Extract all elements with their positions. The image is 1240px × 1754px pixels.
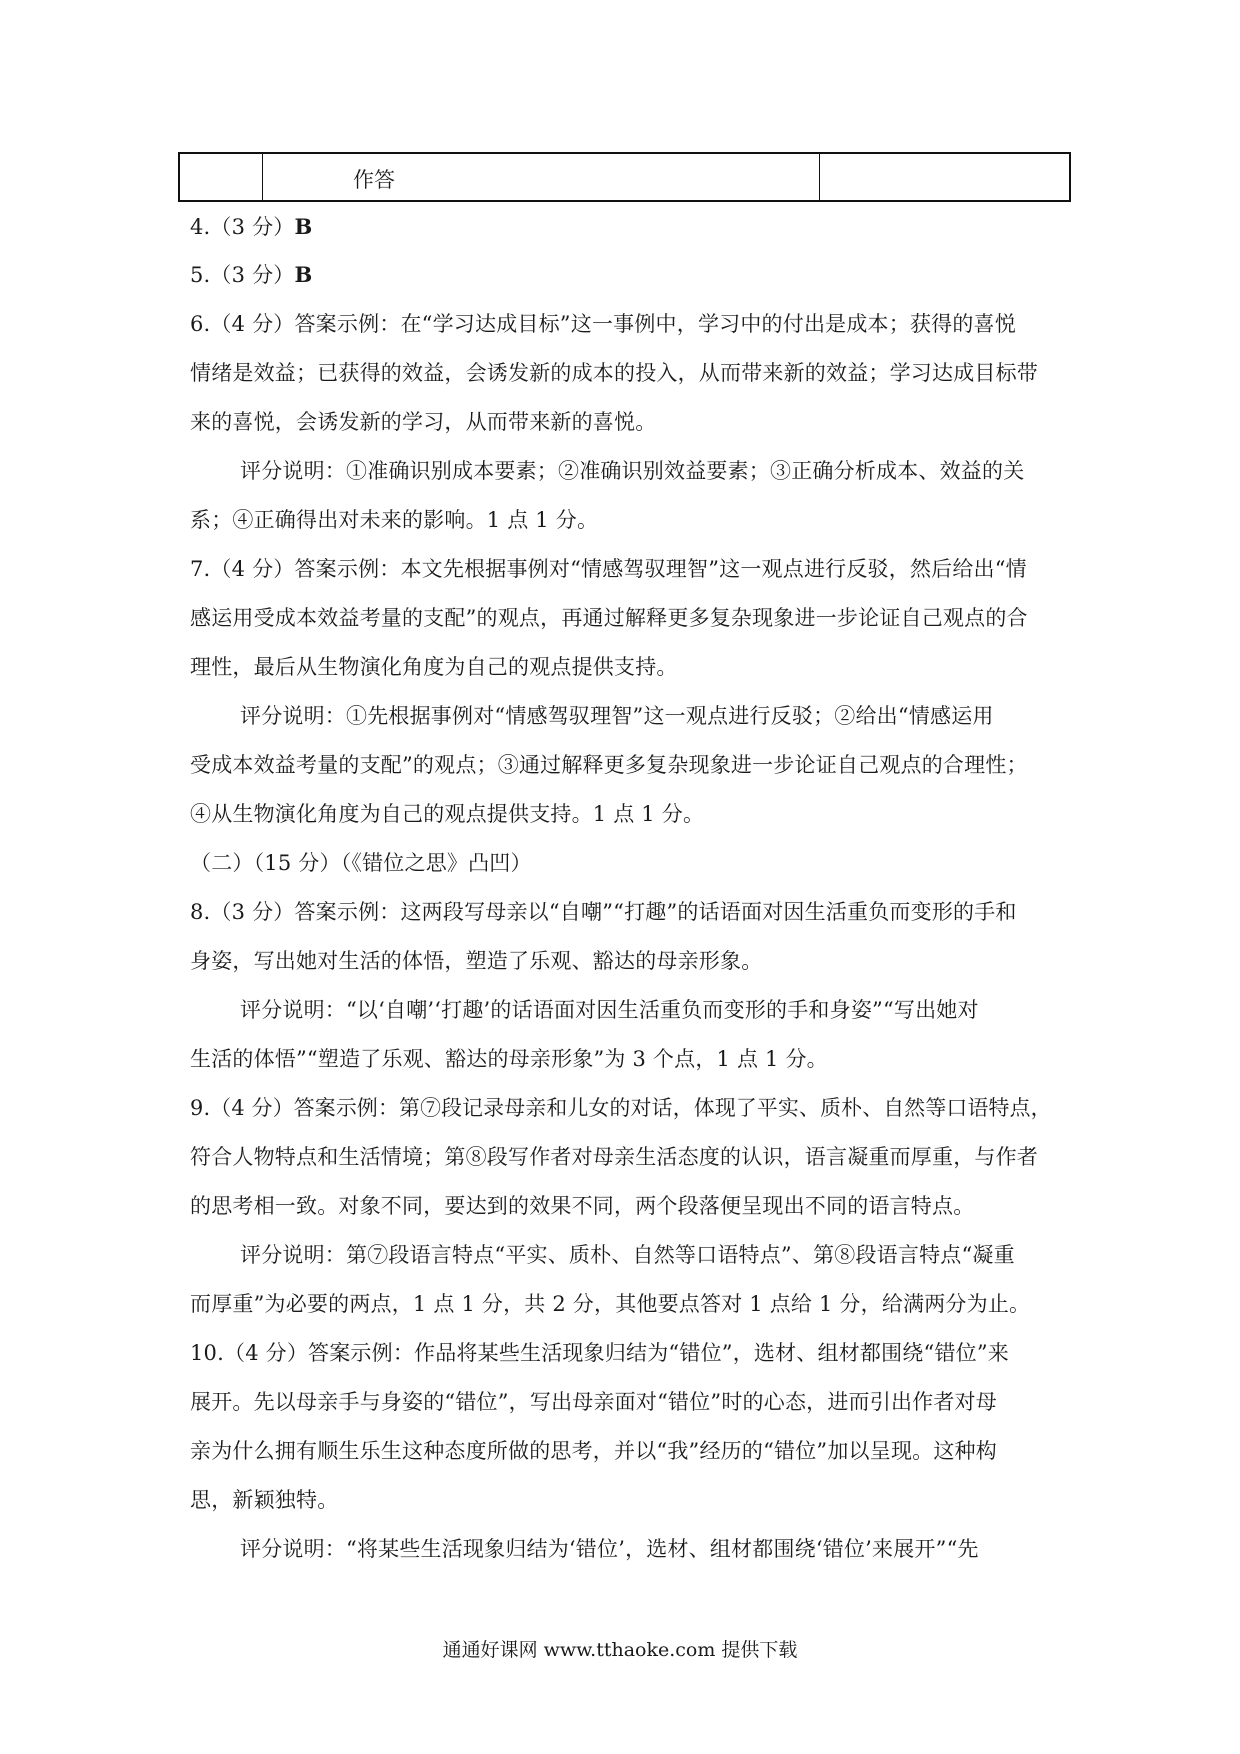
q7-scoring-line: 受成本效益考量的支配”的观点；③通过解释更多复杂现象进一步论证自己观点的合理性； <box>190 753 1028 777</box>
q7-line: 7.（4 分）答案示例：本文先根据事例对“情感驾驭理智”这一观点进行反驳，然后给出“情 <box>190 557 1027 581</box>
q7-line: 感运用受成本效益考量的支配”的观点，再通过解释更多复杂现象进一步论证自己观点的合 <box>190 606 1028 630</box>
table-cell-score <box>820 154 1069 200</box>
q10-line: 亲为什么拥有顺生乐生这种态度所做的思考，并以“我”经历的“错位”加以呈现。这种构 <box>190 1439 997 1463</box>
q4-choice: B <box>294 214 313 239</box>
q7-scoring-line: 评分说明：①先根据事例对“情感驾驭理智”这一观点进行反驳；②给出“情感运用 <box>240 704 994 728</box>
q5-answer <box>190 262 312 288</box>
q6-line: 6.（4 分）答案示例：在“学习达成目标”这一事例中，学习中的付出是成本；获得的喜悦 <box>190 312 1016 336</box>
q10-line: 展开。先以母亲手与身姿的“错位”，写出母亲面对“错位”时的心态，进而引出作者对母 <box>190 1390 997 1414</box>
q10-line: 思，新颖独特。 <box>190 1488 339 1512</box>
q10-scoring-line: 评分说明：“将某些生活现象归结为‘错位’，选材、组材都围绕‘错位’来展开”“先 <box>240 1537 979 1561</box>
q5-prefix: 5.（3 分） <box>190 263 295 287</box>
section-heading: （二）（15 分）（《错位之思》凸凹） <box>190 851 532 875</box>
q6-scoring-line: 系；④正确得出对未来的影响。1 点 1 分。 <box>190 508 599 532</box>
q9-line: 的思考相一致。对象不同，要达到的效果不同，两个段落便呈现出不同的语言特点。 <box>190 1194 975 1218</box>
q8-scoring-line: 生活的体悟”“塑造了乐观、豁达的母亲形象”为 3 个点，1 点 1 分。 <box>190 1047 828 1071</box>
answer-table-row <box>178 152 1071 202</box>
q8-line: 身姿，写出她对生活的体悟，塑造了乐观、豁达的母亲形象。 <box>190 949 763 973</box>
q7-line: 理性，最后从生物演化角度为自己的观点提供支持。 <box>190 655 678 679</box>
q6-line: 来的喜悦，会诱发新的学习，从而带来新的喜悦。 <box>190 410 657 434</box>
table-cell-label-text: 作答 <box>353 168 395 192</box>
q6-line: 情绪是效益；已获得的效益，会诱发新的成本的投入，从而带来新的效益；学习达成目标带 <box>190 361 1038 385</box>
q6-scoring-line: 评分说明：①准确识别成本要素；②准确识别效益要素；③正确分析成本、效益的关 <box>240 459 1025 483</box>
q8-scoring-line: 评分说明：“以‘自嘲’‘打趣’的话语面对因生活重负而变形的手和身姿”“写出她对 <box>240 998 979 1022</box>
q4-answer <box>190 214 312 240</box>
q5-choice: B <box>294 262 313 287</box>
q9-line: 9.（4 分）答案示例：第⑦段记录母亲和儿女的对话，体现了平实、质朴、自然等口语特点， <box>190 1096 1052 1120</box>
q4-prefix: 4.（3 分） <box>190 215 295 239</box>
q9-scoring-line: 评分说明：第⑦段语言特点“平实、质朴、自然等口语特点”、第⑧段语言特点“凝重 <box>240 1243 1015 1267</box>
q7-scoring-line: ④从生物演化角度为自己的观点提供支持。1 点 1 分。 <box>190 802 705 826</box>
q10-line: 10.（4 分）答案示例：作品将某些生活现象归结为“错位”，选材、组材都围绕“错位”来 <box>190 1341 1009 1365</box>
table-cell-label <box>263 154 820 200</box>
q9-line: 符合人物特点和生活情境；第⑧段写作者对母亲生活态度的认识，语言凝重而厚重，与作者 <box>190 1145 1038 1169</box>
page-footer: 通通好课网 www.tthaoke.com 提供下载 <box>442 1639 798 1661</box>
q9-scoring-line: 而厚重”为必要的两点，1 点 1 分，共 2 分，其他要点答对 1 点给 1 分，给满两分为止。 <box>190 1292 1031 1316</box>
q8-line: 8.（3 分）答案示例：这两段写母亲以“自嘲”“打趣”的话语面对因生活重负而变形的手和 <box>190 900 1017 924</box>
table-cell-index <box>180 154 263 200</box>
